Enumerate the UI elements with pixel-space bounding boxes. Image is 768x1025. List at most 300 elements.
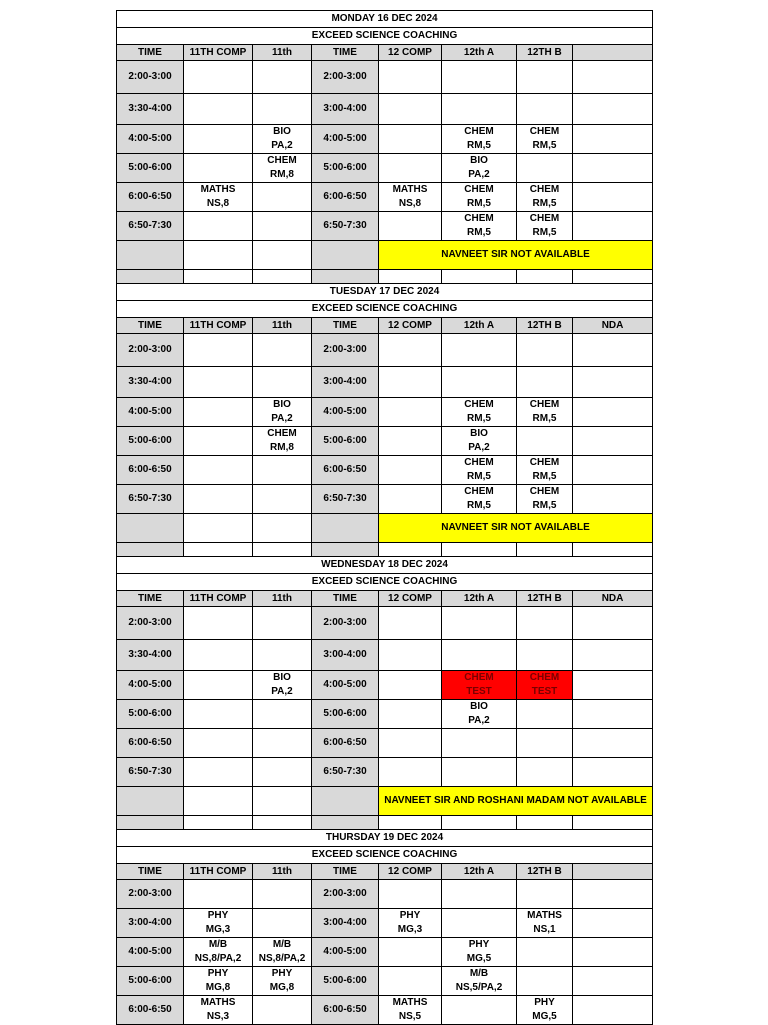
subject-cell: BIO [442,427,517,441]
column-header: 12TH B [517,591,573,607]
blank-cell [253,270,312,284]
day-title: MONDAY 16 DEC 2024 [117,11,653,28]
subject-cell: BIO [253,125,312,139]
room-cell: RM,5 [517,197,573,212]
subject-cell [379,61,442,77]
slot-row [117,772,653,787]
time-cell: 6:00-6:50 [312,996,379,1025]
subject-cell: MATHS [184,183,253,197]
room-cell [573,685,653,700]
column-header: 11TH COMP [184,591,253,607]
column-header [573,864,653,880]
subject-cell [253,334,312,350]
room-cell [573,441,653,456]
time-cell: 4:00-5:00 [312,398,379,427]
room-cell: RM,5 [442,412,517,427]
blank-cell [253,241,312,270]
room-cell [573,197,653,212]
slot-row [117,412,653,427]
subject-cell [379,367,442,382]
room-cell [573,772,653,787]
subject-cell [573,909,653,923]
column-header: TIME [117,45,184,61]
org-row [117,301,653,318]
room-cell [184,714,253,729]
subject-cell: CHEM [517,456,573,470]
subject-cell [517,700,573,714]
blank-cell [312,241,379,270]
blank-cell [379,816,442,830]
room-cell: PA,2 [253,139,312,154]
subject-cell [379,729,442,743]
column-header: TIME [117,864,184,880]
subject-cell [253,94,312,109]
room-cell: NS,8/PA,2 [184,952,253,967]
room-cell: RM,5 [517,470,573,485]
slot-row [117,894,653,909]
subject-cell [573,607,653,623]
subject-cell [442,607,517,623]
room-cell: RM,5 [517,499,573,514]
org-row [117,574,653,591]
room-cell [573,109,653,125]
subject-cell [517,334,573,350]
subject-cell [517,154,573,168]
room-cell [442,655,517,671]
slot-row [117,485,653,499]
subject-cell: CHEM [517,212,573,226]
room-cell [517,168,573,183]
column-header: TIME [312,591,379,607]
blank-cell [184,270,253,284]
slot-row [117,441,653,456]
column-header: 11TH COMP [184,318,253,334]
subject-cell: PHY [379,909,442,923]
blank-cell [253,543,312,557]
day-title-row [117,11,653,28]
time-cell: 6:50-7:30 [312,485,379,514]
subject-cell [517,880,573,894]
subject-cell [184,334,253,350]
subject-cell [442,367,517,382]
subject-cell [253,367,312,382]
room-cell [379,441,442,456]
subject-cell: BIO [442,700,517,714]
time-cell: 3:00-4:00 [312,640,379,671]
org-row [117,847,653,864]
room-cell: RM,5 [442,197,517,212]
time-cell: 3:30-4:00 [117,367,184,398]
column-header: TIME [117,318,184,334]
time-cell: 5:00-6:00 [312,967,379,996]
slot-row [117,967,653,981]
slot-row [117,909,653,923]
column-header: 11th [253,45,312,61]
subject-cell [379,456,442,470]
availability-notice: NAVNEET SIR NOT AVAILABLE [379,241,653,270]
subject-cell [379,398,442,412]
subject-cell: CHEM [253,427,312,441]
subject-cell [517,640,573,655]
blank-cell [573,270,653,284]
room-cell [573,623,653,640]
blank-cell [312,787,379,816]
slot-row [117,623,653,640]
time-cell: 2:00-3:00 [117,880,184,909]
room-cell [442,623,517,640]
slot-row [117,61,653,77]
subject-cell [379,640,442,655]
time-cell: 6:00-6:50 [117,996,184,1025]
subject-cell [517,427,573,441]
time-cell: 4:00-5:00 [117,671,184,700]
subject-cell [379,485,442,499]
subject-cell: PHY [442,938,517,952]
time-cell: 6:50-7:30 [312,212,379,241]
room-cell [517,772,573,787]
time-cell: 5:00-6:00 [117,154,184,183]
time-cell: 4:00-5:00 [312,125,379,154]
subject-cell [379,671,442,685]
org-name: EXCEED SCIENCE COACHING [117,28,653,45]
day-title-row [117,284,653,301]
time-cell: 5:00-6:00 [312,427,379,456]
room-cell [573,168,653,183]
room-cell: PA,2 [253,412,312,427]
blank-cell [184,787,253,816]
room-cell [573,952,653,967]
subject-cell: BIO [442,154,517,168]
room-cell [253,772,312,787]
column-header-row [117,591,653,607]
subject-cell [517,938,573,952]
room-cell [442,350,517,367]
subject-cell [442,729,517,743]
column-header: 12 COMP [379,864,442,880]
room-cell [379,382,442,398]
slot-row [117,197,653,212]
blank-cell [442,816,517,830]
room-cell: NS,5/PA,2 [442,981,517,996]
room-cell [442,923,517,938]
time-cell: 6:50-7:30 [117,485,184,514]
room-cell [442,77,517,94]
subject-cell [573,758,653,772]
subject-cell [573,154,653,168]
slot-row [117,350,653,367]
room-cell [253,894,312,909]
room-cell [379,772,442,787]
room-cell [379,499,442,514]
column-header-row [117,318,653,334]
column-header: 12 COMP [379,45,442,61]
blank-cell [253,787,312,816]
subject-cell [379,212,442,226]
room-cell [184,772,253,787]
room-cell [253,714,312,729]
spacer-row [117,543,653,557]
subject-cell [184,640,253,655]
column-header: TIME [312,318,379,334]
slot-row [117,367,653,382]
room-cell: NS,8 [379,197,442,212]
blank-cell [117,816,184,830]
room-cell: TEST [442,685,517,700]
blank-cell [312,514,379,543]
slot-row [117,109,653,125]
subject-cell [184,729,253,743]
room-cell [253,109,312,125]
room-cell [379,139,442,154]
room-cell [379,109,442,125]
subject-cell [184,607,253,623]
room-cell [442,382,517,398]
room-cell: NS,8 [184,197,253,212]
room-cell [517,441,573,456]
subject-cell [379,607,442,623]
time-cell: 2:00-3:00 [312,880,379,909]
subject-cell [253,183,312,197]
room-cell [184,441,253,456]
subject-cell: PHY [253,967,312,981]
room-cell [573,894,653,909]
column-header: TIME [312,45,379,61]
subject-cell: PHY [517,996,573,1010]
room-cell: RM,5 [442,226,517,241]
blank-cell [117,543,184,557]
room-cell [517,655,573,671]
subject-cell [517,967,573,981]
room-cell: PA,2 [442,441,517,456]
column-header: 12 COMP [379,591,442,607]
slot-row [117,743,653,758]
time-cell: 3:00-4:00 [312,909,379,938]
room-cell [517,350,573,367]
subject-cell [442,909,517,923]
room-cell [379,470,442,485]
time-cell: 2:00-3:00 [312,61,379,94]
subject-cell [253,456,312,470]
blank-cell [253,816,312,830]
slot-row [117,607,653,623]
availability-notice: NAVNEET SIR NOT AVAILABLE [379,514,653,543]
org-name: EXCEED SCIENCE COACHING [117,574,653,591]
column-header [573,45,653,61]
availability-notice: NAVNEET SIR AND ROSHANI MADAM NOT AVAILABLE [379,787,653,816]
subject-cell [517,729,573,743]
subject-cell: CHEM [442,485,517,499]
blank-cell [117,270,184,284]
room-cell [379,894,442,909]
time-cell: 5:00-6:00 [117,967,184,996]
subject-cell [253,640,312,655]
slot-row [117,729,653,743]
room-cell [184,623,253,640]
subject-cell [517,94,573,109]
subject-cell [184,61,253,77]
column-header: 12th A [442,45,517,61]
room-cell [184,655,253,671]
time-cell: 2:00-3:00 [117,61,184,94]
column-header: 12TH B [517,45,573,61]
room-cell [184,109,253,125]
column-header-row [117,45,653,61]
spacer-row [117,270,653,284]
room-cell: RM,8 [253,168,312,183]
room-cell [442,772,517,787]
slot-row [117,1010,653,1025]
room-cell: RM,5 [517,412,573,427]
subject-cell: CHEM [442,212,517,226]
room-cell: MG,5 [442,952,517,967]
room-cell [573,655,653,671]
org-name: EXCEED SCIENCE COACHING [117,301,653,318]
subject-cell [184,212,253,226]
subject-cell [573,94,653,109]
subject-cell [573,671,653,685]
time-cell: 3:00-4:00 [312,367,379,398]
room-cell [379,952,442,967]
room-cell: MG,3 [379,923,442,938]
blank-cell [184,816,253,830]
day-title: TUESDAY 17 DEC 2024 [117,284,653,301]
time-cell: 3:00-4:00 [117,909,184,938]
room-cell [517,714,573,729]
room-cell [253,655,312,671]
room-cell [573,470,653,485]
room-cell [379,350,442,367]
subject-cell: BIO [253,398,312,412]
slot-row [117,981,653,996]
subject-cell: CHEM [442,671,517,685]
slot-row [117,94,653,109]
subject-cell [184,880,253,894]
slot-row [117,382,653,398]
time-cell: 6:00-6:50 [312,183,379,212]
slot-row [117,923,653,938]
column-header-row [117,864,653,880]
room-cell [442,894,517,909]
subject-cell [517,367,573,382]
blank-cell [253,514,312,543]
subject-cell [573,729,653,743]
room-cell: MG,8 [184,981,253,996]
subject-cell [573,334,653,350]
room-cell [253,197,312,212]
slot-row [117,700,653,714]
column-header: 11TH COMP [184,45,253,61]
subject-cell [253,700,312,714]
subject-cell [517,758,573,772]
room-cell [379,412,442,427]
room-cell [573,226,653,241]
column-header: 12TH B [517,864,573,880]
room-cell [253,470,312,485]
subject-cell [573,967,653,981]
room-cell [517,981,573,996]
time-cell: 2:00-3:00 [312,607,379,640]
column-header: 11th [253,318,312,334]
subject-cell [184,485,253,499]
room-cell [573,499,653,514]
subject-cell [184,700,253,714]
subject-cell [184,154,253,168]
subject-cell [442,640,517,655]
blank-cell [184,241,253,270]
time-cell: 5:00-6:00 [312,154,379,183]
room-cell [573,139,653,154]
schedule-table [116,10,653,1025]
subject-cell [573,938,653,952]
subject-cell [573,125,653,139]
time-cell: 4:00-5:00 [312,671,379,700]
column-header: 12th A [442,591,517,607]
subject-cell [184,125,253,139]
room-cell [573,412,653,427]
time-cell: 6:50-7:30 [117,758,184,787]
column-header: NDA [573,318,653,334]
room-cell [379,743,442,758]
blank-cell [442,543,517,557]
subject-cell [442,334,517,350]
blank-cell [312,270,379,284]
room-cell [379,226,442,241]
subject-cell: MATHS [517,909,573,923]
subject-cell: CHEM [442,183,517,197]
room-cell [517,382,573,398]
slot-row [117,183,653,197]
subject-cell [379,154,442,168]
subject-cell: CHEM [442,398,517,412]
room-cell: RM,5 [442,499,517,514]
time-cell: 4:00-5:00 [312,938,379,967]
slot-row [117,334,653,350]
room-cell [253,77,312,94]
subject-cell: CHEM [517,183,573,197]
day-title-row [117,557,653,574]
subject-cell [253,212,312,226]
subject-cell [379,334,442,350]
subject-cell [253,607,312,623]
room-cell [253,623,312,640]
slot-row [117,880,653,894]
column-header: TIME [312,864,379,880]
subject-cell [184,456,253,470]
room-cell [573,1010,653,1025]
slot-row [117,685,653,700]
slot-row [117,671,653,685]
subject-cell [253,996,312,1010]
room-cell [184,412,253,427]
room-cell: RM,5 [442,470,517,485]
time-cell: 4:00-5:00 [117,398,184,427]
time-cell: 6:00-6:50 [117,729,184,758]
subject-cell [573,880,653,894]
day-title-row [117,830,653,847]
subject-cell [442,758,517,772]
column-header: 12TH B [517,318,573,334]
day-title: THURSDAY 19 DEC 2024 [117,830,653,847]
subject-cell [573,367,653,382]
room-cell [184,685,253,700]
room-cell [253,923,312,938]
notice-row [117,514,653,543]
subject-cell: PHY [184,909,253,923]
time-cell: 5:00-6:00 [312,700,379,729]
room-cell: NS,3 [184,1010,253,1025]
blank-cell [573,543,653,557]
time-cell: 4:00-5:00 [117,938,184,967]
